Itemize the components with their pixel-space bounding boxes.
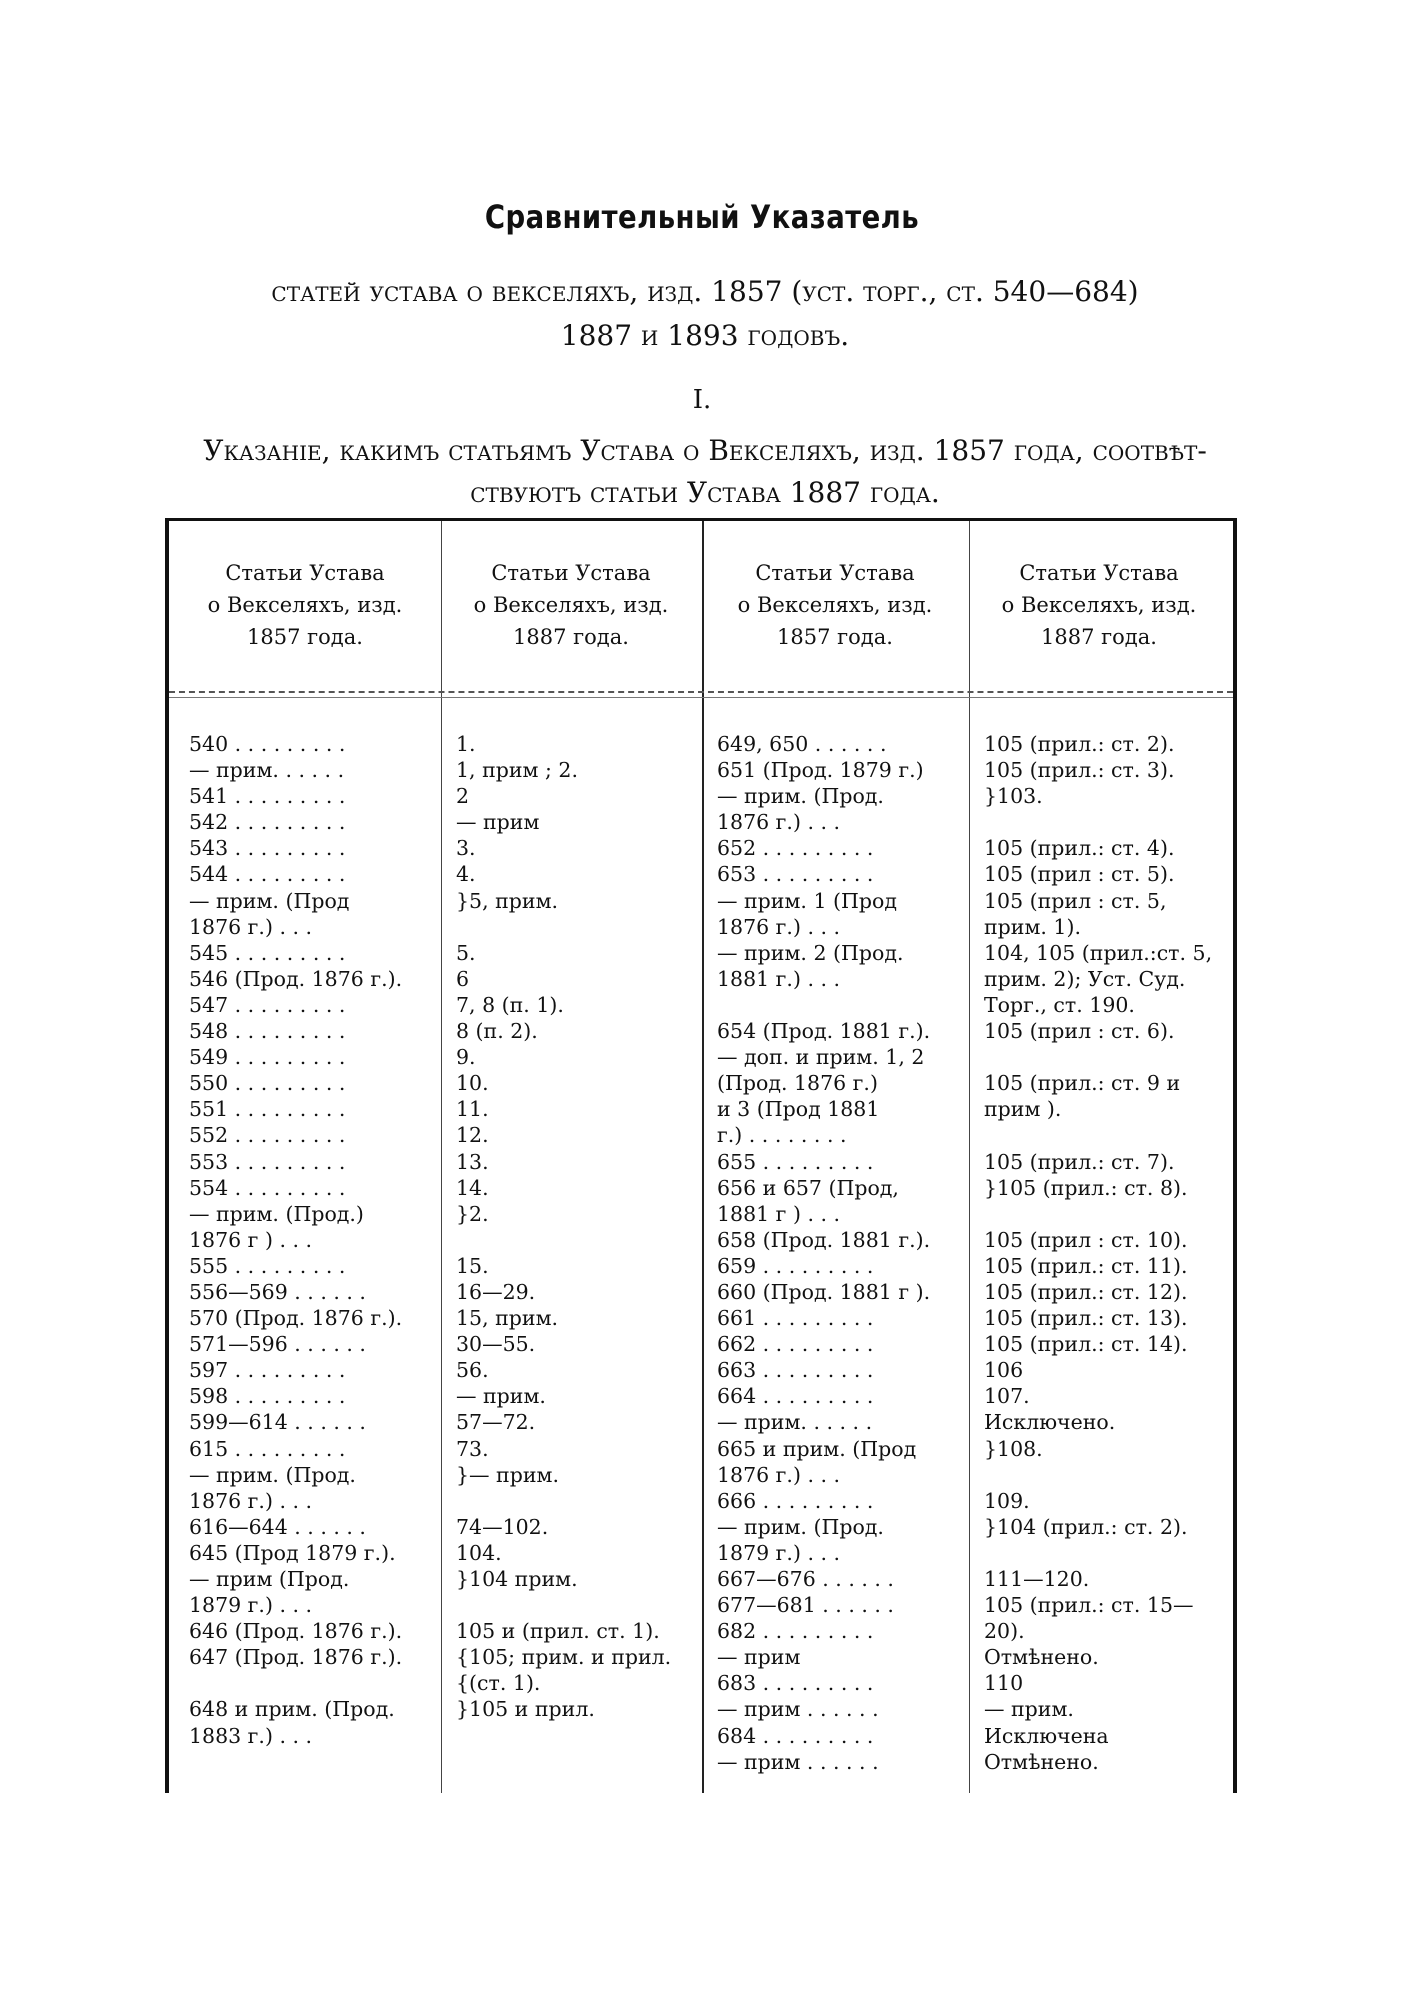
table-cell: 4.: [456, 862, 476, 887]
table-cell: Отмѣнено.: [984, 1749, 1099, 1774]
table-cell: 653 . . . . . . . . .: [717, 862, 874, 887]
table-cell: 1876 г.) . . .: [717, 1462, 841, 1487]
table-cell: 552 . . . . . . . . .: [189, 1123, 346, 1148]
header-rule: [169, 691, 1233, 693]
table-cell: 74—102.: [456, 1514, 549, 1539]
column-left-1887: [456, 731, 696, 1775]
table-cell: 1876 г ) . . .: [189, 1227, 313, 1252]
table-cell: 15, прим.: [456, 1306, 559, 1331]
column-header-right-1857: Статьи Устава о Векселяхъ, изд. 1857 года.: [737, 561, 933, 649]
table-cell: — прим: [717, 1645, 801, 1670]
table-cell: 658 (Прод. 1881 г.).: [717, 1227, 931, 1252]
table-cell: 551 . . . . . . . . .: [189, 1097, 346, 1122]
table-cell: }108.: [984, 1436, 1043, 1461]
table-cell: 555 . . . . . . . . .: [189, 1253, 346, 1278]
table-cell: — доп. и прим. 1, 2: [717, 1045, 925, 1070]
table-cell: прим. 2); Уст. Суд.: [984, 966, 1186, 991]
table-cell: }— прим.: [456, 1462, 559, 1487]
table-cell: 105 (прил.: ст. 9 и: [984, 1071, 1181, 1096]
table-cell: 6: [456, 966, 470, 991]
table-cell: 105 (прил.: ст. 11).: [984, 1253, 1188, 1278]
header-rule: [169, 697, 1233, 698]
table-cell: 660 (Прод. 1881 г ).: [717, 1279, 931, 1304]
table-cell: 30—55.: [456, 1332, 536, 1357]
table-cell: 683 . . . . . . . . .: [717, 1671, 874, 1696]
table-cell: 73.: [456, 1436, 489, 1461]
table-cell: г.) . . . . . . . .: [717, 1123, 847, 1148]
table-cell: — прим. (Прод: [189, 888, 350, 913]
table-cell: 9.: [456, 1045, 476, 1070]
subtitle-line-1: статей устава о векселяхъ, изд. 1857 (уст. торг., ст. 540—684): [271, 275, 1139, 308]
table-cell: 13.: [456, 1149, 489, 1174]
table-cell: 656 и 657 (Прод,: [717, 1175, 899, 1200]
table-cell: 666 . . . . . . . . .: [717, 1488, 874, 1513]
table-cell: [456, 1592, 696, 1618]
table-cell: }105 и прил.: [456, 1697, 595, 1722]
table-cell: 1876 г.) . . .: [717, 810, 841, 835]
section-heading-line-1: Указаніе, какимъ статьямъ Устава о Векселяхъ, изд. 1857 года, соотвѣт-: [203, 434, 1207, 467]
table-cell: 550 . . . . . . . . .: [189, 1071, 346, 1096]
table-cell: 677—681 . . . . . .: [717, 1593, 894, 1618]
table-cell: }103.: [984, 784, 1043, 809]
table-cell: прим ).: [984, 1097, 1062, 1122]
table-cell: [456, 1488, 696, 1514]
table-cell: 105 (прил.: ст. 2).: [984, 732, 1175, 756]
table-cell: 12.: [456, 1123, 489, 1148]
table-cell: 1.: [456, 732, 476, 756]
table-cell: — прим. 1 (Прод: [717, 888, 897, 913]
table-cell: прим. 1).: [984, 914, 1081, 939]
table-cell: 10.: [456, 1071, 489, 1096]
table-cell: 1876 г.) . . .: [189, 1488, 313, 1513]
table-cell: 647 (Прод. 1876 г.).: [189, 1645, 403, 1670]
table-cell: [456, 1227, 696, 1253]
table-cell: 545 . . . . . . . . .: [189, 940, 346, 965]
column-right-1857: [717, 731, 962, 1775]
table-cell: Торг., ст. 190.: [984, 992, 1135, 1017]
table-cell: Отмѣнено.: [984, 1645, 1099, 1670]
page-title: Сравнительный Указатель: [484, 198, 920, 236]
table-cell: — прим. . . . . .: [189, 758, 345, 783]
table-cell: [456, 1749, 696, 1775]
table-cell: [189, 1670, 434, 1696]
table-cell: }105 (прил.: ст. 8).: [984, 1175, 1188, 1200]
table-cell: 3.: [456, 836, 476, 861]
table-cell: 106: [984, 1358, 1024, 1383]
table-cell: [984, 1201, 1229, 1227]
table-cell: 104, 105 (прил.:ст. 5,: [984, 940, 1213, 965]
table-cell: 554 . . . . . . . . .: [189, 1175, 346, 1200]
section-number: I.: [692, 385, 712, 415]
table-cell: 543 . . . . . . . . .: [189, 836, 346, 861]
table-cell: 684 . . . . . . . . .: [717, 1723, 874, 1748]
table-cell: — прим: [456, 810, 540, 835]
table-cell: 664 . . . . . . . . .: [717, 1384, 874, 1409]
table-cell: 1876 г.) . . .: [189, 914, 313, 939]
table-cell: 105 (прил.: ст. 7).: [984, 1149, 1175, 1174]
table-cell: 553 . . . . . . . . .: [189, 1149, 346, 1174]
table-cell: 105 (прил.: ст. 13).: [984, 1306, 1188, 1331]
table-cell: 649, 650 . . . . . .: [717, 732, 887, 756]
table-cell: и 3 (Прод 1881: [717, 1097, 880, 1122]
column-header-left-1857: Статьи Устава о Векселяхъ, изд. 1857 года.: [207, 561, 403, 649]
table-cell: — прим. (Прод.: [717, 1514, 884, 1539]
table-cell: Исключена: [984, 1723, 1109, 1748]
table-cell: 107.: [984, 1384, 1030, 1409]
column-divider: [969, 521, 970, 1793]
table-cell: — прим.: [456, 1384, 546, 1409]
table-cell: 651 (Прод. 1879 г.): [717, 758, 924, 783]
section-heading: [150, 430, 1260, 514]
table-cell: [717, 992, 962, 1018]
table-cell: (Прод. 1876 г.): [717, 1071, 878, 1096]
table-cell: — прим. (Прод.): [189, 1201, 364, 1226]
table-cell: }104 (прил.: ст. 2).: [984, 1514, 1188, 1539]
table-cell: 598 . . . . . . . . .: [189, 1384, 346, 1409]
table-cell: }5, прим.: [456, 888, 559, 913]
table-cell: 540 . . . . . . . . .: [189, 732, 346, 756]
table-cell: 655 . . . . . . . . .: [717, 1149, 874, 1174]
table-cell: 1876 г.) . . .: [717, 914, 841, 939]
table-cell: 547 . . . . . . . . .: [189, 992, 346, 1017]
subtitle: [150, 270, 1260, 358]
table-cell: [189, 1749, 434, 1775]
table-cell: 1883 г.) . . .: [189, 1723, 313, 1748]
table-cell: 556—569 . . . . . .: [189, 1279, 366, 1304]
table-cell: 8 (п. 2).: [456, 1019, 538, 1044]
table-cell: 105 (прил.: ст. 3).: [984, 758, 1175, 783]
table-cell: 615 . . . . . . . . .: [189, 1436, 346, 1461]
table-cell: 1879 г.) . . .: [189, 1593, 313, 1618]
table-cell: 662 . . . . . . . . .: [717, 1332, 874, 1357]
table-cell: — прим. (Прод.: [717, 784, 884, 809]
table-cell: — прим . . . . . .: [717, 1697, 879, 1722]
table-cell: 15.: [456, 1253, 489, 1278]
table-cell: 105 и (прил. ст. 1).: [456, 1619, 660, 1644]
table-cell: 56.: [456, 1358, 489, 1383]
table-cell: Исключено.: [984, 1410, 1116, 1435]
table-cell: 1879 г.) . . .: [717, 1540, 841, 1565]
table-cell: 105 (прил : ст. 5,: [984, 888, 1167, 913]
table-cell: [984, 1122, 1229, 1148]
table-cell: 570 (Прод. 1876 г.).: [189, 1306, 403, 1331]
column-header-left-1887: Статьи Устава о Векселяхъ, изд. 1887 года.: [473, 561, 669, 649]
table-cell: — прим. . . . . .: [717, 1410, 873, 1435]
column-left-1857: [189, 731, 434, 1775]
table-cell: 2: [456, 784, 470, 809]
column-divider: [441, 521, 442, 1793]
table-cell: 667—676 . . . . . .: [717, 1567, 894, 1591]
table-cell: 654 (Прод. 1881 г.).: [717, 1019, 931, 1044]
table-cell: 105 (прил : ст. 6).: [984, 1019, 1175, 1044]
table-cell: }2.: [456, 1201, 489, 1226]
subtitle-line-2: 1887 и 1893 годовъ.: [560, 319, 850, 352]
table-cell: 665 и прим. (Прод: [717, 1436, 917, 1461]
table-cell: 16—29.: [456, 1279, 536, 1304]
table-cell: 111—120.: [984, 1567, 1090, 1591]
table-cell: 645 (Прод 1879 г.).: [189, 1540, 396, 1565]
table-cell: 542 . . . . . . . . .: [189, 810, 346, 835]
table-cell: 104.: [456, 1540, 502, 1565]
column-header-right-1887: Статьи Устава о Векселяхъ, изд. 1887 года.: [1001, 561, 1197, 649]
table-cell: 1881 г ) . . .: [717, 1201, 841, 1226]
table-cell: [984, 1044, 1229, 1070]
table-cell: 105 (прил : ст. 5).: [984, 862, 1175, 887]
table-cell: 571—596 . . . . . .: [189, 1332, 366, 1357]
center-divider: [702, 521, 704, 1793]
table-cell: 11.: [456, 1097, 489, 1122]
table-cell: {105; прим. и прил.: [456, 1645, 672, 1670]
table-cell: — прим.: [984, 1697, 1074, 1722]
table-cell: — прим (Прод.: [189, 1567, 350, 1591]
table-cell: 1, прим ; 2.: [456, 758, 578, 783]
table-cell: [984, 809, 1229, 835]
table-cell: 544 . . . . . . . . .: [189, 862, 346, 887]
table-cell: 646 (Прод. 1876 г.).: [189, 1619, 403, 1644]
table-cell: [456, 1723, 696, 1749]
table-cell: 541 . . . . . . . . .: [189, 784, 346, 809]
table-cell: 663 . . . . . . . . .: [717, 1358, 874, 1383]
table-cell: 648 и прим. (Прод.: [189, 1697, 395, 1722]
column-right-1887: [984, 731, 1229, 1775]
table-cell: 110: [984, 1671, 1024, 1696]
table-cell: 599—614 . . . . . .: [189, 1410, 366, 1435]
table-cell: 105 (прил.: ст. 14).: [984, 1332, 1188, 1357]
table-cell: 105 (прил.: ст. 4).: [984, 836, 1175, 861]
section-heading-line-2: ствуютъ статьи Устава 1887 года.: [470, 476, 940, 509]
table-cell: 597 . . . . . . . . .: [189, 1358, 346, 1383]
table-cell: 20).: [984, 1619, 1025, 1644]
comparison-table: [165, 518, 1237, 1793]
table-cell: [984, 1540, 1229, 1566]
table-cell: }104 прим.: [456, 1567, 578, 1591]
table-cell: 105 (прил : ст. 10).: [984, 1227, 1188, 1252]
table-cell: [456, 914, 696, 940]
table-cell: 682 . . . . . . . . .: [717, 1619, 874, 1644]
table-cell: 1881 г.) . . .: [717, 966, 841, 991]
table-cell: 14.: [456, 1175, 489, 1200]
table-cell: 659 . . . . . . . . .: [717, 1253, 874, 1278]
table-cell: 548 . . . . . . . . .: [189, 1019, 346, 1044]
table-cell: 105 (прил.: ст. 15—: [984, 1593, 1194, 1618]
table-cell: 7, 8 (п. 1).: [456, 992, 564, 1017]
table-cell: 546 (Прод. 1876 г.).: [189, 966, 403, 991]
table-cell: 661 . . . . . . . . .: [717, 1306, 874, 1331]
table-cell: 616—644 . . . . . .: [189, 1514, 366, 1539]
table-cell: 652 . . . . . . . . .: [717, 836, 874, 861]
table-cell: — прим. (Прод.: [189, 1462, 356, 1487]
table-cell: 105 (прил.: ст. 12).: [984, 1279, 1188, 1304]
table-cell: — прим . . . . . .: [717, 1749, 879, 1774]
table-cell: {(ст. 1).: [456, 1671, 541, 1696]
table-cell: 5.: [456, 940, 476, 965]
table-cell: 57—72.: [456, 1410, 536, 1435]
table-cell: 549 . . . . . . . . .: [189, 1045, 346, 1070]
table-cell: [984, 1462, 1229, 1488]
table-cell: — прим. 2 (Прод.: [717, 940, 904, 965]
table-cell: 109.: [984, 1488, 1030, 1513]
